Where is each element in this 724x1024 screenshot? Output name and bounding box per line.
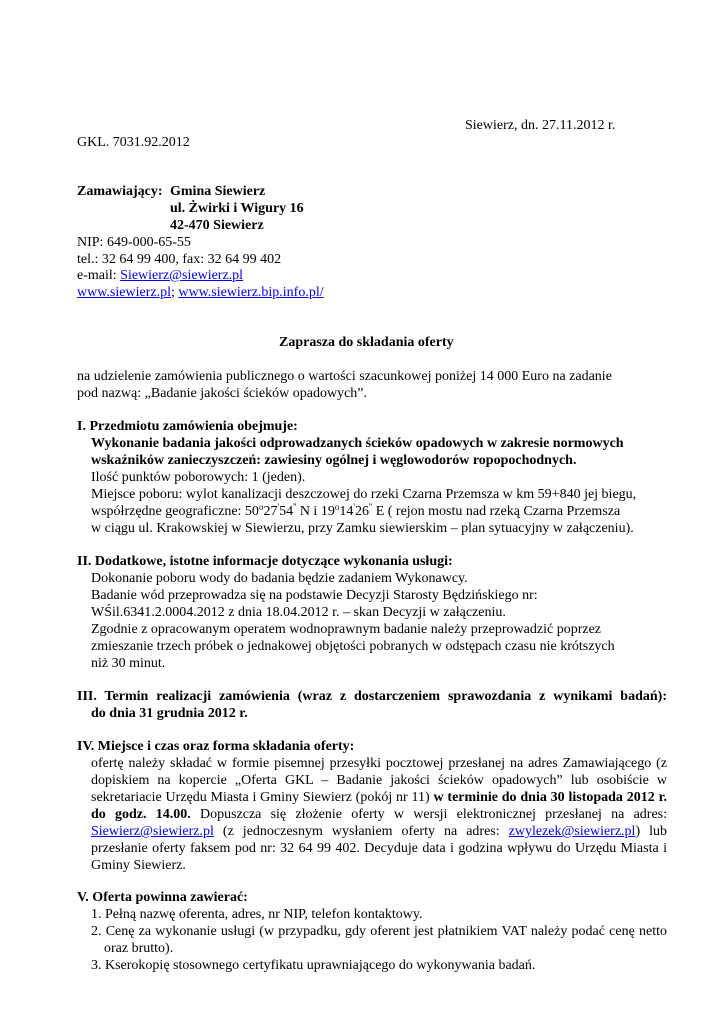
section4-text-d: ) lub przesłanie oferty faksem pod nr: 32 64 99 402. Decyduje data i godzina wpływu do Urzędu Miasta i Gminy Siewierz.	[91, 824, 667, 873]
coord-e-minutes: 14	[339, 504, 354, 519]
contracting-www-line	[77, 284, 324, 301]
contracting-label: Zamawiający:	[77, 184, 163, 199]
intro-line-1: na udzielenie zamówienia publicznego o wartości szacunkowej poniżej 14 000 Euro na zadanie	[77, 369, 612, 384]
section4-email-secondary[interactable]: zwylezek@siewierz.pl	[508, 824, 636, 839]
contracting-email-line	[77, 267, 243, 284]
coord-n-second-mark: ''	[293, 502, 297, 512]
contracting-phone: tel.: 32 64 99 400, fax: 32 64 99 402	[77, 252, 282, 267]
section3-heading: III. Termin realizacji zamówienia (wraz z dostarczeniem sprawozdania z wynikami badań):	[77, 689, 667, 704]
coord-n-degree: o	[258, 502, 264, 512]
www-link-bip[interactable]: www.siewierz.bip.info.pl/	[178, 285, 324, 300]
section2-line-1: Dokonanie poboru wody do badania będzie zadaniem Wykonawcy.	[91, 571, 468, 586]
section1-bold-line-1: Wykonanie badania jakości odprowadzanych ścieków opadowych w zakresie normowych	[91, 436, 624, 451]
contracting-nip: NIP: 649-000-65-55	[77, 235, 191, 250]
coord-n-seconds: 54	[279, 504, 294, 519]
reference-number: GKL. 7031.92.2012	[77, 135, 190, 150]
contracting-street: ul. Żwirki i Wigury 16	[170, 201, 304, 216]
section1-coords-line3: w ciągu ul. Krakowskiej w Siewierzu, przy Zamku siewierskim – plan sytuacyjny w załączeniu).	[91, 521, 634, 536]
section1-heading: I. Przedmiotu zamówienia obejmuje:	[77, 419, 298, 434]
email-label: e-mail:	[77, 268, 121, 283]
contracting-city: 42-470 Siewierz	[170, 218, 264, 233]
section4-text-c: (z jednoczesnym wysłaniem oferty na adres:	[213, 824, 509, 839]
coord-e-second-mark: ''	[368, 502, 373, 512]
section1-bold-line-2: wskaźników zanieczyszczeń: zawiesiny ogólnej i węglowodorów ropopochodnych.	[91, 453, 577, 468]
section2-heading: II. Dodatkowe, istotne informacje dotyczące wykonania usługi:	[77, 554, 453, 569]
section4-text-a: ofertę należy składać w formie pisemnej przesyłki pocztowej przesłanej na adres Zamawiającego (z dopiskiem na kopercie „Oferta GKL – Badanie jakości ścieków opadowych” lub osobiście w sekretariacie Urzędu Miasta i Gminy Siewierz (pokój nr 11)	[91, 756, 667, 805]
section4-heading: IV. Miejsce i czas oraz forma składania oferty:	[77, 739, 355, 754]
contracting-name: Gmina Siewierz	[170, 184, 266, 199]
section5-item-1: 1. Pełną nazwę oferenta, adres, nr NIP, telefon kontaktowy.	[91, 907, 423, 922]
section2-line-5: zmieszanie trzech próbek o jednakowej objętości pobranych w odstępach czasu nie krótszych	[91, 639, 615, 654]
section1-points: Ilość punktów poborowych: 1 (jeden).	[91, 470, 306, 485]
coords-mid: N i 19	[296, 504, 335, 519]
section5-item-3: 3. Kserokopię stosownego certyfikatu uprawniającego do wykonywania badań.	[91, 958, 536, 973]
coord-e-minute-mark: '	[353, 502, 355, 512]
coord-n-minute-mark: '	[277, 502, 280, 512]
www-link-main[interactable]: www.siewierz.pl	[77, 285, 171, 300]
coords-prefix: współrzędne geograficzne: 50	[91, 504, 259, 519]
coord-e-degree: o	[334, 502, 340, 512]
coord-n-minutes: 27	[263, 504, 278, 519]
section4-email-main[interactable]: Siewierz@siewierz.pl	[91, 824, 214, 839]
www-separator: ;	[170, 285, 179, 300]
intro-line-2: pod nazwą: „Badanie jakości ścieków opadowych”.	[77, 386, 368, 401]
coord-e-seconds: 26	[354, 504, 369, 519]
section2-line-4: Zgodnie z opracowanym operatem wodnoprawnym badanie należy przeprowadzić poprzez	[91, 622, 602, 637]
section4-paragraph	[91, 755, 667, 874]
section2-line-3: WŚil.6341.2.0004.2012 z dnia 18.04.2012 r. – skan Decyzji w załączeniu.	[91, 605, 506, 620]
place-date: Siewierz, dn. 27.11.2012 r.	[465, 118, 616, 133]
invite-title: Zaprasza do składania oferty	[279, 335, 454, 350]
section2-line-2: Badanie wód przeprowadza się na podstawie Decyzji Starosty Będzińskiego nr:	[91, 588, 538, 603]
section1-coordinates	[91, 503, 620, 520]
coords-suffix: E ( rejon mostu nad rzeką Czarna Przemsza	[372, 504, 621, 519]
section5-item-2: 2. Cenę za wykonanie usługi (w przypadku, gdy oferent jest płatnikiem VAT należy podać cenę netto oraz brutto).	[91, 924, 667, 956]
section4-text-b: Dopuszcza się złożenie oferty w wersji elektronicznej przesłanej na adres:	[190, 807, 667, 822]
email-link[interactable]: Siewierz@siewierz.pl	[120, 268, 244, 283]
section5-heading: V. Oferta powinna zawierać:	[77, 890, 248, 905]
section2-line-6: niż 30 minut.	[91, 656, 166, 671]
section1-location: Miejsce poboru: wylot kanalizacji deszczowej do rzeki Czarna Przemsza w km 59+840 jej biegu,	[91, 487, 637, 502]
section3-deadline: do dnia 31 grudnia 2012 r.	[91, 706, 248, 721]
section4-deadline-bold: w terminie do dnia 30 listopada 2012 r. do godz. 14.00.	[91, 790, 667, 822]
